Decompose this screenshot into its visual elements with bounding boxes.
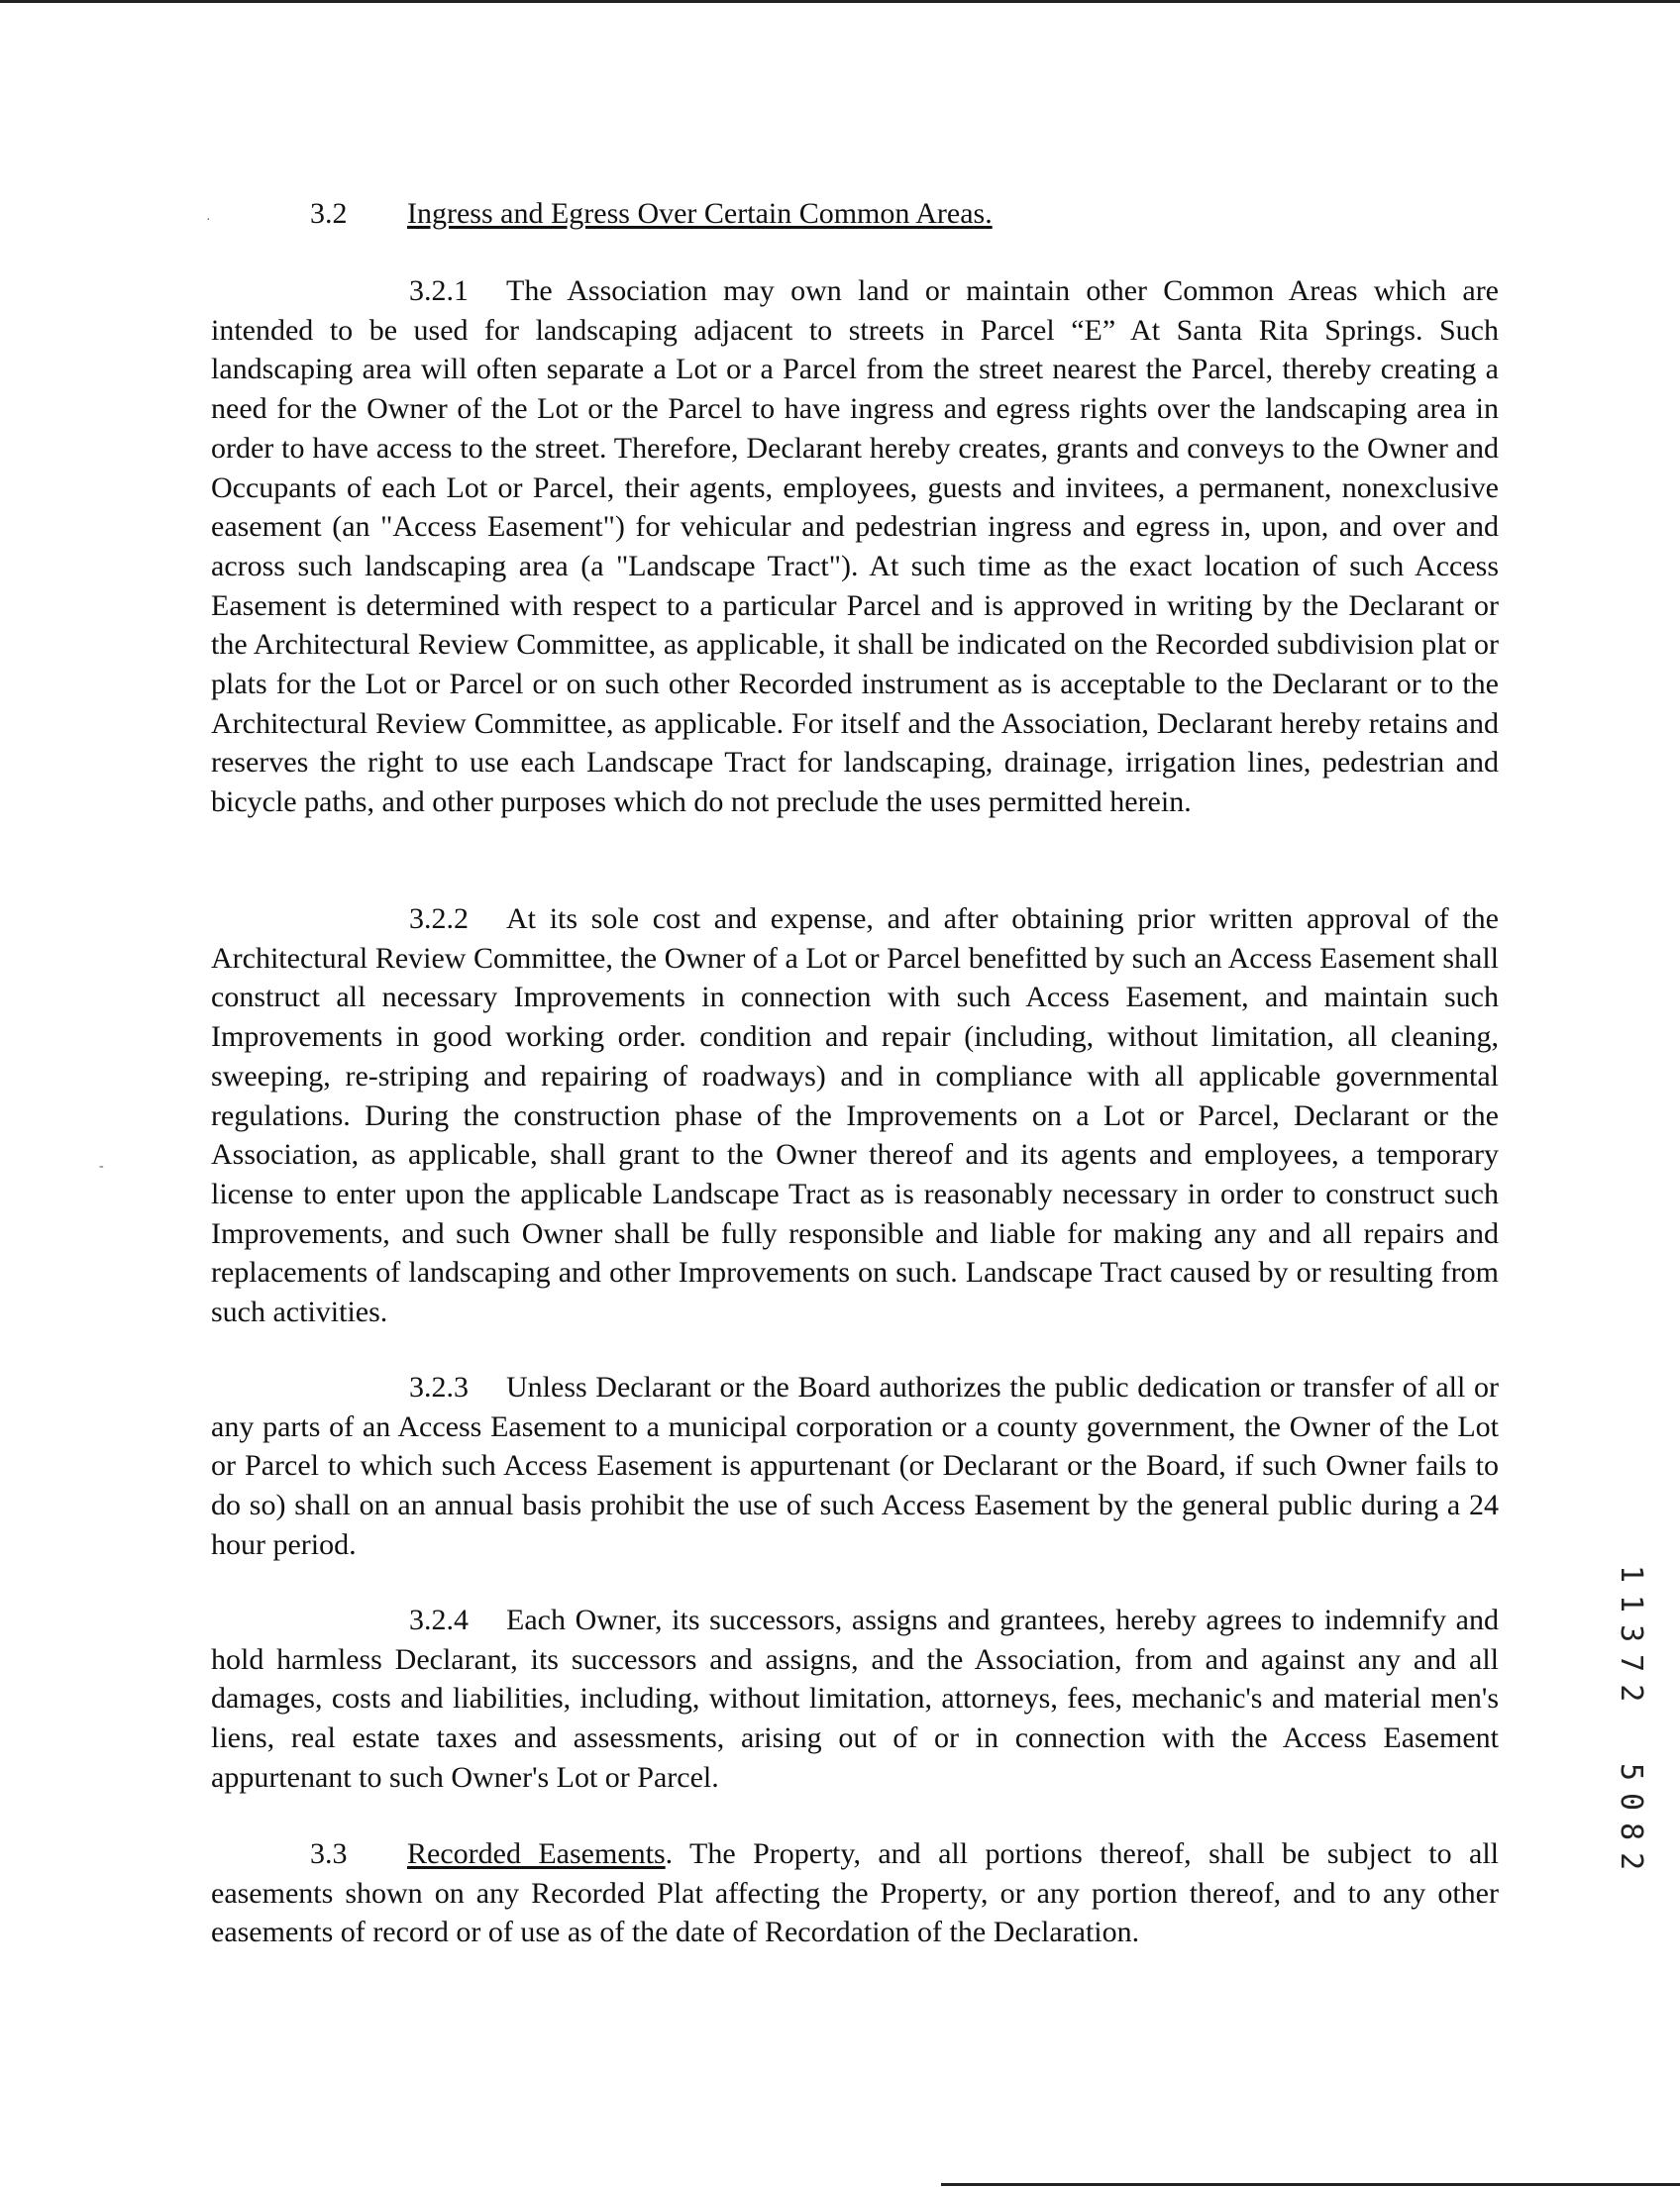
paragraph-3-3-text: . The Property, and all portions thereof, shall be subject to all easements shown on any Recorded Plat affecting the Property, or any portion thereof, and to any other easements of record or of use as of the date of Recordation of the Declaration.	[211, 1837, 1499, 1949]
paragraph-3-3-number: 3.3	[310, 1837, 348, 1870]
paragraph-3-2-2-text: At its sole cost and expense, and after obtaining prior written approval of the Architectural Review Committee, the Owner of a Lot or Parcel benefitted by such an Access Easement shall construct all necessary Improvements in connection with such Access Easement, and maintain such Improvements in good working order. condition and repair (including, without limitation, all cleaning, sweeping, re-striping and repairing of roadways) and in compliance with all applicable governmental regulations. During the construction phase of the Improvements on a Lot or Parcel, Declarant or the Association, as applicable, shall grant to the Owner thereof and its agents and employees, a temporary license to enter upon the applicable Landscape Tract as is reasonably necessary in order to construct such Improvements, and such Owner shall be fully responsible and liable for making any and all repairs and replacements of landscaping and other Improvements on such. Landscape Tract caused by or resulting from such activities.	[211, 902, 1499, 1329]
paragraph-3-3-title: Recorded Easements	[407, 1837, 666, 1870]
section-3-2-heading	[310, 194, 993, 234]
scan-speck: ·	[206, 213, 211, 228]
paragraph-3-2-4-number: 3.2.4	[409, 1604, 469, 1636]
section-3-2-number: 3.2	[310, 197, 348, 230]
paragraph-3-2-1	[211, 271, 1499, 822]
paragraph-3-2-1-text: The Association may own land or maintain other Common Areas which are intended to be used for landscaping adjacent to streets in Parcel “E” At Santa Rita Springs. Such landscaping area will often separate a Lot or a Parcel from the street nearest the Parcel, thereby creating a need for the Owner of the Lot or the Parcel to have ingress and egress rights over the landscaping area in order to have access to the street. Therefore, Declarant hereby creates, grants and conveys to the Owner and Occupants of each Lot or Parcel, their agents, employees, guests and invitees, a permanent, nonexclusive easement (an "Access Easement") for vehicular and pedestrian ingress and egress in, upon, and over and across such landscaping area (a "Landscape Tract"). At such time as the exact location of such Access Easement is determined with respect to a particular Parcel and is approved in writing by the Declarant or the Architectural Review Committee, as applicable, it shall be indicated on the Recorded subdivision plat or plats for the Lot or Parcel or on such other Recorded instrument as is acceptable to the Declarant or to the Architectural Review Committee, as applicable. For itself and the Association, Declarant hereby retains and reserves the right to use each Landscape Tract for landscaping, drainage, irrigation lines, pedestrian and bicycle paths, and other purposes which do not preclude the uses permitted herein.	[211, 274, 1499, 819]
paragraph-3-2-3-text: Unless Declarant or the Board authorizes the public dedication or transfer of all or any parts of an Access Easement to a municipal corporation or a county government, the Owner of the Lot or Parcel to which such Access Easement is appurtenant (or Declarant or the Board, if such Owner fails to do so) shall on an annual basis prohibit the use of such Access Easement by the general public during a 24 hour period.	[211, 1371, 1499, 1561]
paragraph-3-2-4-text: Each Owner, its successors, assigns and grantees, hereby agrees to indemnify and hold harmless Declarant, its successors and assigns, and the Association, from and against any and all damages, costs and liabilities, including, without limitation, attorneys, fees, mechanic's and material men's liens, real estate taxes and assessments, arising out of or in connection with the Access Easement appurtenant to such Owner's Lot or Parcel.	[211, 1604, 1499, 1794]
paragraph-3-2-4	[211, 1601, 1499, 1798]
scan-speck: -	[99, 1159, 104, 1174]
paragraph-3-2-3	[211, 1368, 1499, 1565]
paragraph-3-2-3-number: 3.2.3	[409, 1371, 469, 1404]
paragraph-3-2-2-number: 3.2.2	[409, 902, 469, 935]
top-border	[0, 0, 1680, 3]
bottom-border	[941, 2183, 1680, 2186]
paragraph-3-3	[211, 1834, 1499, 1952]
paragraph-3-2-1-number: 3.2.1	[409, 274, 469, 307]
recording-stamp-line-2: 5082	[1614, 1763, 1648, 1883]
paragraph-3-2-2	[211, 899, 1499, 1332]
recording-stamp-line-1: 11372	[1614, 1565, 1648, 1715]
section-3-2-title: Ingress and Egress Over Certain Common Areas.	[407, 197, 993, 230]
recording-stamp	[1615, 1565, 1654, 1991]
